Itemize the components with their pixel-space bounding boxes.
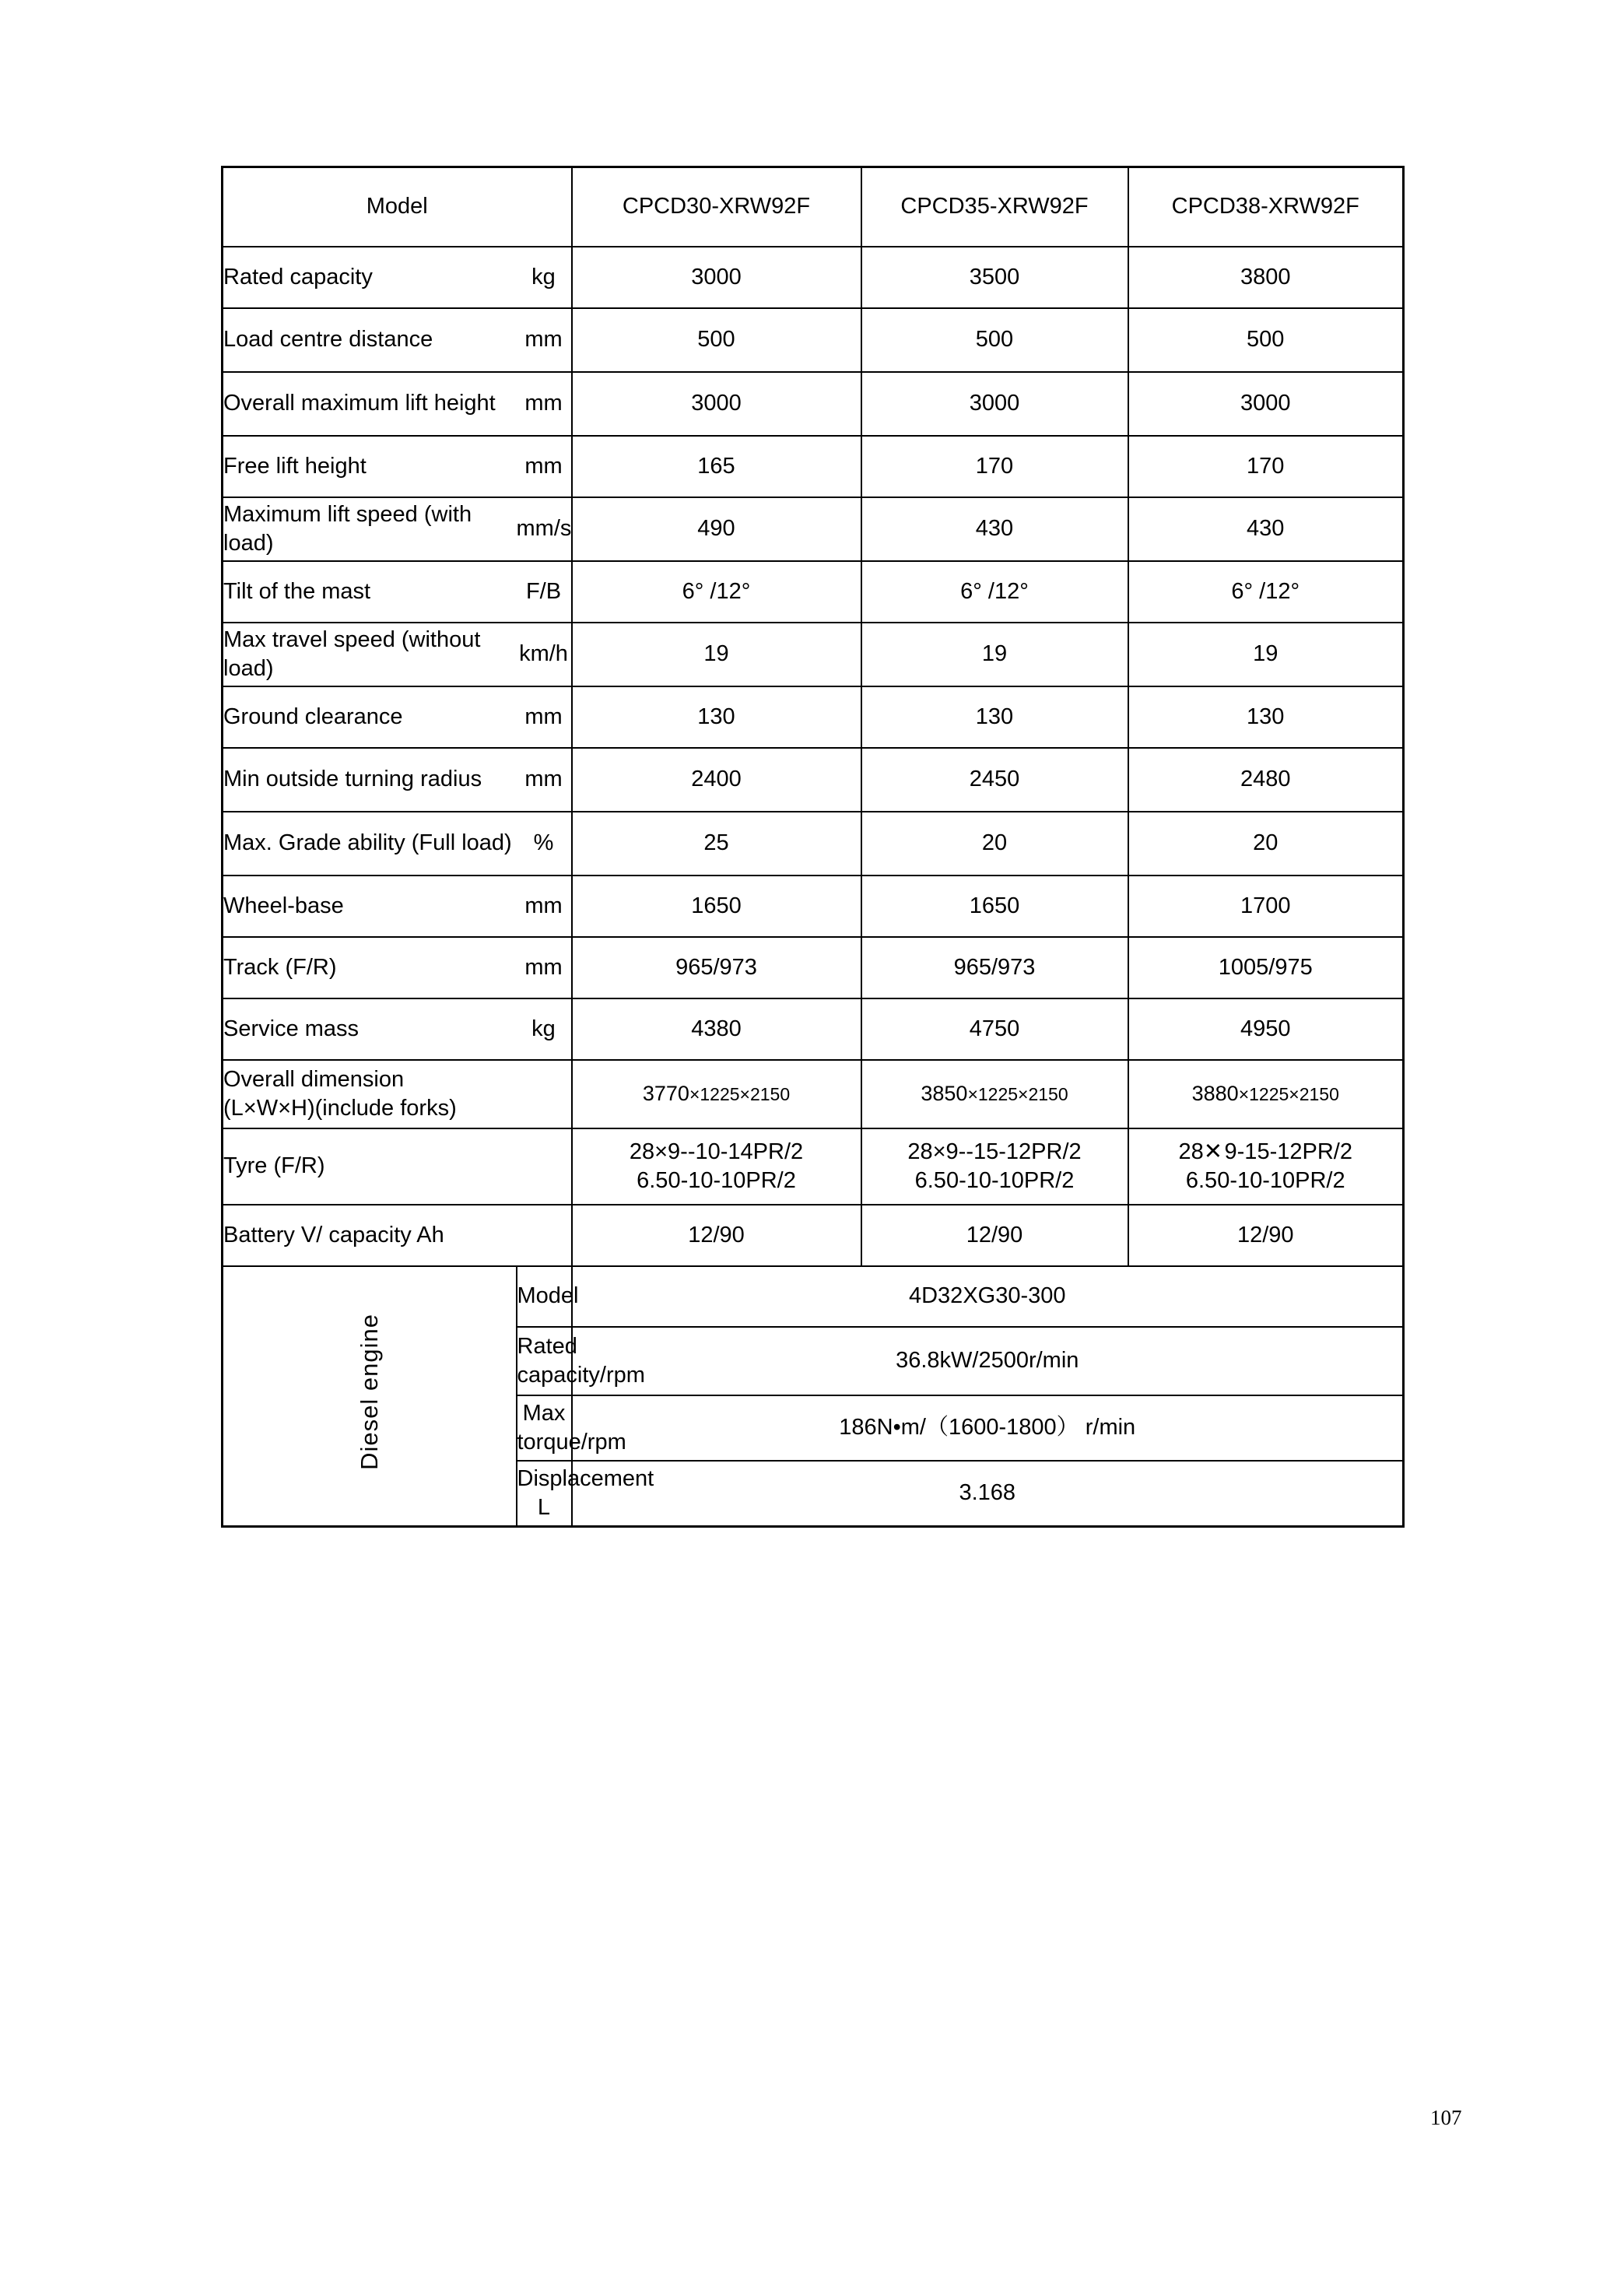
engine-group-label: [223, 1266, 517, 1526]
table-row: [223, 623, 1404, 686]
spec-value: 490: [572, 497, 861, 561]
table-row-tyre: [223, 1128, 1404, 1205]
spec-unit: mm: [517, 876, 572, 937]
tyre-front: 28×9--10-14PR/2: [629, 1139, 804, 1164]
spec-label: Overall maximum lift height: [223, 372, 517, 436]
spec-value: 965/973: [572, 937, 861, 998]
spec-unit: mm: [517, 748, 572, 812]
tyre-rear: 6.50-10-10PR/2: [637, 1168, 796, 1193]
spec-value: 1650: [861, 876, 1128, 937]
spec-value: 1650: [572, 876, 861, 937]
page-number: 107: [1430, 2106, 1462, 2129]
spec-value: 2400: [572, 748, 861, 812]
spec-label: Maximum lift speed (with load): [223, 497, 517, 561]
spec-value-battery: 12/90: [861, 1205, 1128, 1266]
spec-value-tyre: [861, 1128, 1128, 1205]
spec-value: 3000: [861, 372, 1128, 436]
spec-value: 500: [1128, 308, 1404, 372]
spec-value: 170: [1128, 436, 1404, 497]
engine-spec-value: 3.168: [572, 1461, 1404, 1526]
header-model-label: Model: [223, 167, 572, 247]
spec-value-tyre: [572, 1128, 861, 1205]
engine-group-label-text: Diesel engine: [355, 1314, 383, 1471]
engine-spec-name: Max torque/rpm: [517, 1395, 572, 1461]
spec-label: Free lift height: [223, 436, 517, 497]
spec-value: 430: [1128, 497, 1404, 561]
spec-value: 170: [861, 436, 1128, 497]
table-row: [223, 436, 1404, 497]
tyre-rear: 6.50-10-10PR/2: [1185, 1168, 1345, 1193]
dimension-wh: ×1225×2150: [689, 1084, 791, 1105]
spec-label: Min outside turning radius: [223, 748, 517, 812]
spec-value: 965/973: [861, 937, 1128, 998]
table-row: [223, 748, 1404, 812]
spec-value: 500: [861, 308, 1128, 372]
spec-value: 20: [1128, 812, 1404, 876]
spec-value: 19: [572, 623, 861, 686]
spec-value: 165: [572, 436, 861, 497]
spec-value: 130: [861, 686, 1128, 748]
header-model-3: CPCD38-XRW92F: [1128, 167, 1404, 247]
spec-value: 2450: [861, 748, 1128, 812]
spec-value: 3000: [572, 247, 861, 308]
spec-value: 430: [861, 497, 1128, 561]
spec-value: 2480: [1128, 748, 1404, 812]
spec-label: Tilt of the mast: [223, 561, 517, 623]
spec-value: 6° /12°: [572, 561, 861, 623]
spec-label: Max travel speed (without load): [223, 623, 517, 686]
spec-value: 4750: [861, 998, 1128, 1060]
spec-unit: F/B: [517, 561, 572, 623]
spec-value: 20: [861, 812, 1128, 876]
spec-value: 25: [572, 812, 861, 876]
spec-label-tyre: Tyre (F/R): [223, 1128, 572, 1205]
dimension-label-line1: Overall dimension: [223, 1066, 405, 1092]
spec-value-tyre: [1128, 1128, 1404, 1205]
dimension-wh: ×1225×2150: [967, 1084, 1068, 1105]
engine-spec-value: 36.8kW/2500r/min: [572, 1327, 1404, 1395]
spec-value: 500: [572, 308, 861, 372]
spec-value-dimension: [1128, 1060, 1404, 1128]
spec-unit: mm: [517, 308, 572, 372]
spec-value: 3000: [1128, 372, 1404, 436]
spec-value: 3000: [572, 372, 861, 436]
table-row: [223, 876, 1404, 937]
spec-unit: mm: [517, 372, 572, 436]
spec-value-dimension: [572, 1060, 861, 1128]
forklift-specification-table: [221, 166, 1405, 1528]
spec-value: 19: [1128, 623, 1404, 686]
table-row: [223, 998, 1404, 1060]
table-row: [223, 308, 1404, 372]
spec-value: 4950: [1128, 998, 1404, 1060]
header-model-2: CPCD35-XRW92F: [861, 167, 1128, 247]
dimension-length: 3770: [642, 1082, 689, 1106]
dimension-wh: ×1225×2150: [1238, 1084, 1339, 1105]
spec-unit: kg: [517, 247, 572, 308]
table-row-overall-dimension: [223, 1060, 1404, 1128]
spec-label: Wheel-base: [223, 876, 517, 937]
spec-label-overall-dimension: [223, 1060, 572, 1128]
table-row: [223, 372, 1404, 436]
spec-label: Service mass: [223, 998, 517, 1060]
spec-value: 130: [1128, 686, 1404, 748]
spec-value: 3500: [861, 247, 1128, 308]
spec-label: Track (F/R): [223, 937, 517, 998]
spec-value: 1700: [1128, 876, 1404, 937]
table-row: [223, 561, 1404, 623]
table-row-battery: [223, 1205, 1404, 1266]
spec-label: Rated capacity: [223, 247, 517, 308]
spec-value: 1005/975: [1128, 937, 1404, 998]
table-row: [223, 497, 1404, 561]
spec-unit: %: [517, 812, 572, 876]
engine-row-model: [223, 1266, 1404, 1327]
tyre-front: 28×9--15-12PR/2: [907, 1139, 1082, 1164]
engine-spec-value: 4D32XG30-300: [572, 1266, 1404, 1327]
spec-value: 130: [572, 686, 861, 748]
engine-spec-name: Model: [517, 1266, 572, 1327]
engine-spec-value: 186N•m/（1600-1800） r/min: [572, 1395, 1404, 1461]
spec-value-dimension: [861, 1060, 1128, 1128]
spec-label: Ground clearance: [223, 686, 517, 748]
table-header-row: [223, 167, 1404, 247]
spec-label: Max. Grade ability (Full load): [223, 812, 517, 876]
table-row: [223, 247, 1404, 308]
spec-unit: km/h: [517, 623, 572, 686]
spec-value: 19: [861, 623, 1128, 686]
spec-unit: mm: [517, 436, 572, 497]
spec-value: 6° /12°: [1128, 561, 1404, 623]
spec-value: 6° /12°: [861, 561, 1128, 623]
dimension-length: 3850: [921, 1082, 968, 1106]
spec-unit: kg: [517, 998, 572, 1060]
table-row: [223, 812, 1404, 876]
dimension-length: 3880: [1191, 1082, 1239, 1106]
spec-unit: mm: [517, 937, 572, 998]
table-row: [223, 937, 1404, 998]
header-model-1: CPCD30-XRW92F: [572, 167, 861, 247]
spec-value: 3800: [1128, 247, 1404, 308]
dimension-label-line2: (L×W×H)(include forks): [223, 1096, 457, 1121]
spec-value: 4380: [572, 998, 861, 1060]
table-row: [223, 686, 1404, 748]
spec-label: Load centre distance: [223, 308, 517, 372]
engine-spec-name: Displacement L: [517, 1461, 572, 1526]
spec-label-battery: Battery V/ capacity Ah: [223, 1205, 572, 1266]
spec-unit: mm: [517, 686, 572, 748]
spec-unit: mm/s: [517, 497, 572, 561]
spec-value-battery: 12/90: [572, 1205, 861, 1266]
spec-value-battery: 12/90: [1128, 1205, 1404, 1266]
engine-spec-name: Rated capacity/rpm: [517, 1327, 572, 1395]
tyre-rear: 6.50-10-10PR/2: [914, 1168, 1075, 1193]
tyre-front: 28✕ 9-15-12PR/2: [1178, 1139, 1352, 1164]
